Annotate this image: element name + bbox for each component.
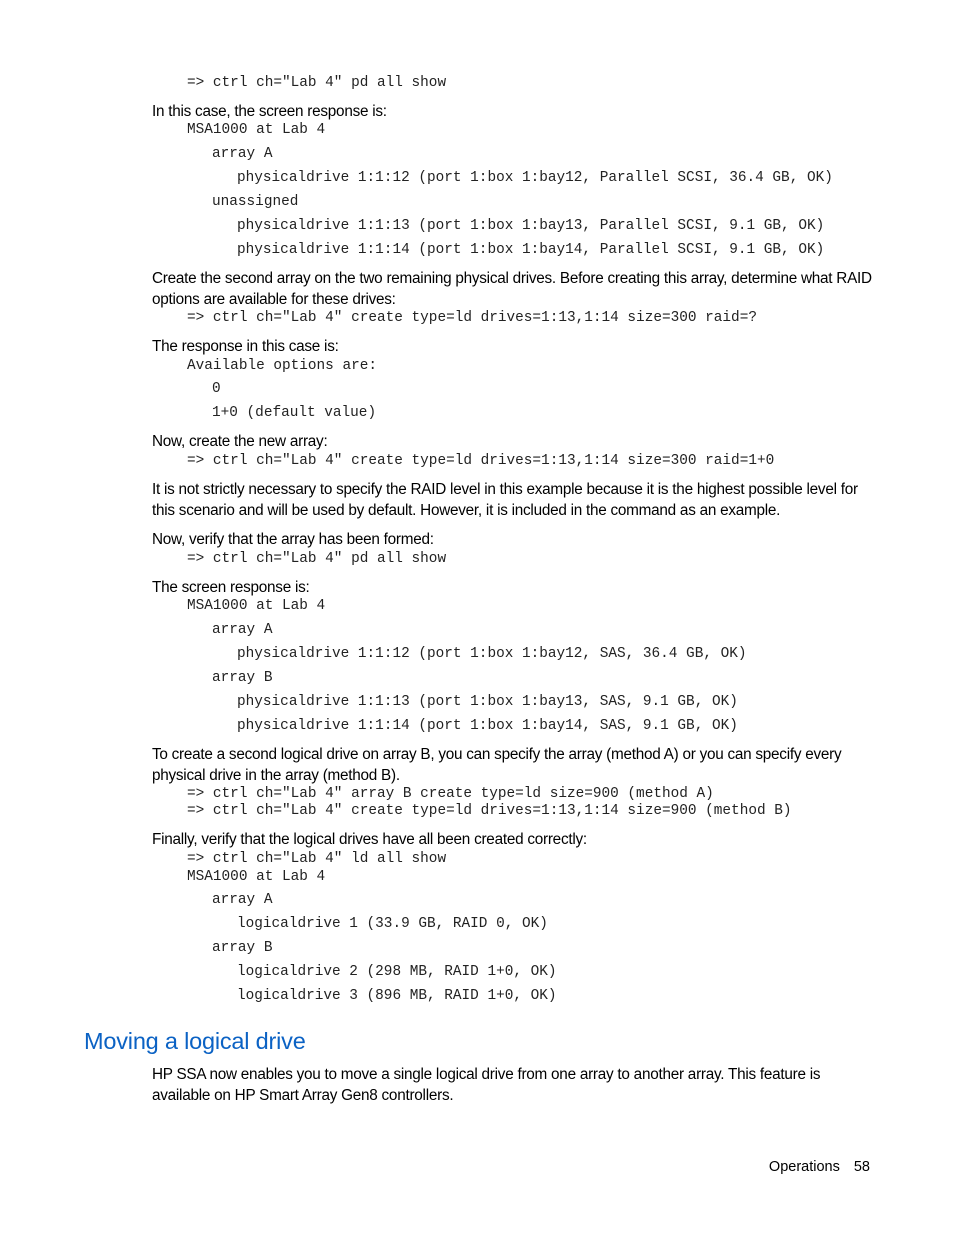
output-line: physicaldrive 1:1:12 (port 1:box 1:bay12, SAS, 36.4 GB, OK) [237, 646, 747, 662]
output-line: physicaldrive 1:1:13 (port 1:box 1:bay13, SAS, 9.1 GB, OK) [237, 694, 738, 710]
command-method-b: => ctrl ch="Lab 4" create type=ld drives=1:13,1:14 size=900 (method B) [187, 803, 792, 819]
output-line: physicaldrive 1:1:14 (port 1:box 1:bay14, Parallel SCSI, 9.1 GB, OK) [237, 242, 825, 258]
paragraph-response-intro: The response in this case is: [152, 338, 339, 355]
command-method-a: => ctrl ch="Lab 4" array B create type=ld size=900 (method A) [187, 786, 714, 802]
output-line: physicaldrive 1:1:12 (port 1:box 1:bay12, Parallel SCSI, 36.4 GB, OK) [237, 170, 833, 186]
output-line: MSA1000 at Lab 4 [187, 598, 326, 614]
paragraph-create-new-array: Now, create the new array: [152, 433, 328, 450]
output-line: logicaldrive 2 (298 MB, RAID 1+0, OK) [237, 964, 557, 980]
paragraph-verify-array: Now, verify that the array has been formed: [152, 531, 434, 548]
command-pd-all-show: => ctrl ch="Lab 4" pd all show [187, 551, 447, 567]
output-line: physicaldrive 1:1:13 (port 1:box 1:bay13, Parallel SCSI, 9.1 GB, OK) [237, 218, 825, 234]
page-number: 58 [853, 1159, 870, 1175]
command-create-raid10: => ctrl ch="Lab 4" create type=ld drives=1:13,1:14 size=300 raid=1+0 [187, 453, 775, 469]
paragraph-section-body: HP SSA now enables you to move a single logical drive from one array to another array. This feature is available on HP Smart Array Gen8 controllers. [152, 1066, 821, 1104]
output-line: logicaldrive 3 (896 MB, RAID 1+0, OK) [237, 988, 557, 1004]
output-line: array B [212, 670, 273, 686]
paragraph-screen-response: The screen response is: [152, 579, 310, 596]
paragraph-screen-response-intro: In this case, the screen response is: [152, 103, 387, 120]
paragraph-second-logical-drive: To create a second logical drive on array B, you can specify the array (method A) or you can specify every physical drive in the array (method B). [152, 746, 842, 784]
output-line: array B [212, 940, 273, 956]
output-line: Available options are: [187, 358, 377, 374]
output-line: logicaldrive 1 (33.9 GB, RAID 0, OK) [237, 916, 548, 932]
output-line: 1+0 (default value) [212, 405, 377, 421]
footer-section-name: Operations [768, 1159, 840, 1175]
paragraph-raid-note: It is not strictly necessary to specify the RAID level in this example because it is the highest possible level for this scenario and will be used by default. However, it is included in the command as an example. [152, 481, 858, 519]
output-line: MSA1000 at Lab 4 [187, 122, 326, 138]
output-line: array A [212, 892, 273, 908]
command-ld-all-show: => ctrl ch="Lab 4" ld all show [187, 851, 447, 867]
output-line: 0 [212, 381, 221, 397]
output-line: physicaldrive 1:1:14 (port 1:box 1:bay14, SAS, 9.1 GB, OK) [237, 718, 738, 734]
output-line: MSA1000 at Lab 4 [187, 869, 326, 885]
section-heading: Moving a logical drive [84, 1028, 306, 1054]
command-raid-options: => ctrl ch="Lab 4" create type=ld drives=1:13,1:14 size=300 raid=? [187, 310, 757, 326]
page-footer [700, 1158, 870, 1176]
output-line: array A [212, 622, 273, 638]
output-line: unassigned [212, 194, 299, 210]
paragraph-create-second-array: Create the second array on the two remaining physical drives. Before creating this array, determine what RAID options are available for these drives: [152, 270, 872, 308]
output-line: array A [212, 146, 273, 162]
command-pd-all-show: => ctrl ch="Lab 4" pd all show [187, 75, 447, 91]
paragraph-verify-logical-drives: Finally, verify that the logical drives have all been created correctly: [152, 831, 587, 848]
